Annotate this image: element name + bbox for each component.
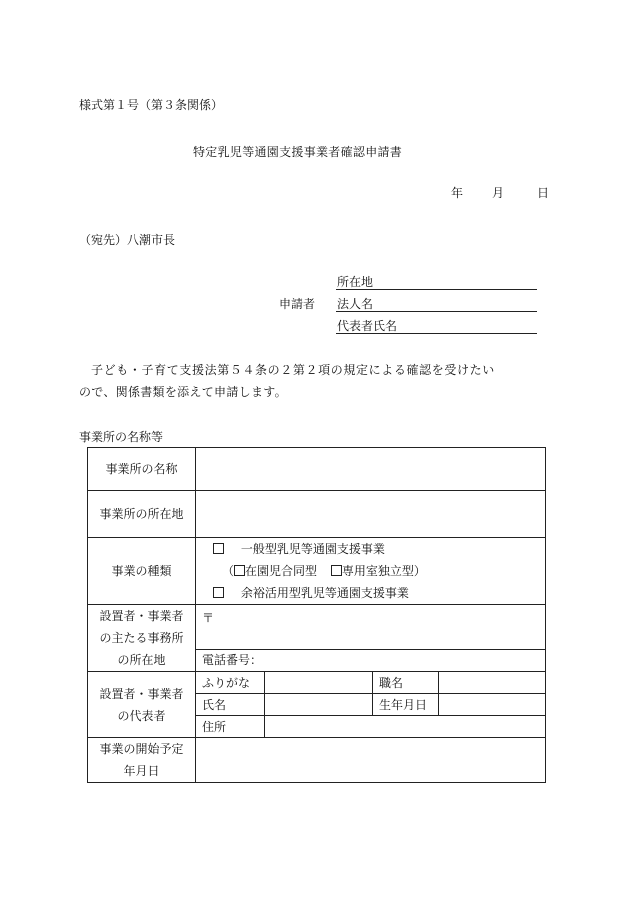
option-joint: 在園児合同型 bbox=[245, 564, 318, 578]
office-label-line3: の所在地 bbox=[117, 653, 166, 667]
office-label-line1: 設置者・事業者 bbox=[99, 609, 184, 623]
addressee: （宛先）八潮市長 bbox=[79, 233, 176, 247]
job-title-label: 職名 bbox=[373, 672, 439, 694]
table-row bbox=[88, 738, 546, 783]
rep-name-label: 代表者氏名 bbox=[337, 319, 398, 333]
checkbox-dedicated[interactable] bbox=[331, 565, 342, 576]
furigana-input[interactable] bbox=[265, 672, 373, 694]
checkbox-joint[interactable] bbox=[234, 565, 245, 576]
birth-date-label: 生年月日 bbox=[373, 694, 439, 716]
checkbox-surplus[interactable] bbox=[213, 587, 224, 598]
table-row bbox=[88, 491, 546, 538]
address-underline[interactable] bbox=[336, 289, 537, 290]
office-address-label bbox=[88, 605, 196, 672]
furigana-label: ふりがな bbox=[196, 672, 265, 694]
section-title: 事業所の名称等 bbox=[79, 430, 164, 444]
facility-address-label: 事業所の所在地 bbox=[88, 491, 196, 538]
facility-table bbox=[87, 447, 546, 783]
start-date-input[interactable] bbox=[196, 738, 546, 783]
residence-input[interactable] bbox=[265, 716, 546, 738]
option-surplus: 余裕活用型乳児等通園支援事業 bbox=[240, 586, 409, 600]
page-title: 特定乳児等通園支援事業者確認申請書 bbox=[193, 145, 403, 159]
facility-name-input[interactable] bbox=[196, 448, 546, 491]
body-text-line2: ので、関係書類を添えて申請します。 bbox=[79, 385, 287, 399]
rep-label-line2: の代表者 bbox=[117, 708, 166, 723]
rep-name-underline[interactable] bbox=[336, 333, 537, 334]
office-postal-cell[interactable] bbox=[196, 605, 546, 650]
corp-name-underline[interactable] bbox=[336, 311, 537, 312]
corp-name-label: 法人名 bbox=[337, 297, 374, 311]
job-title-input[interactable] bbox=[439, 672, 546, 694]
facility-address-input[interactable] bbox=[196, 491, 546, 538]
form-number: 様式第１号（第３条関係） bbox=[79, 98, 224, 112]
postal-mark: 〒 bbox=[202, 611, 215, 625]
body-text-line1: 子ども・子育て支援法第５４条の２第２項の規定による確認を受けたい bbox=[91, 363, 495, 377]
business-type-label: 事業の種類 bbox=[88, 538, 196, 605]
name-input[interactable] bbox=[265, 694, 373, 716]
date-month-label: 月 bbox=[492, 186, 505, 200]
table-row bbox=[88, 448, 546, 491]
start-label-line2: 年月日 bbox=[123, 764, 160, 778]
table-row bbox=[88, 538, 546, 605]
facility-name-label: 事業所の名称 bbox=[88, 448, 196, 491]
address-label: 所在地 bbox=[337, 275, 374, 289]
checkbox-general[interactable] bbox=[213, 543, 224, 554]
name-label: 氏名 bbox=[196, 694, 265, 716]
date-day-label: 日 bbox=[537, 186, 550, 200]
date-year-label: 年 bbox=[451, 186, 464, 200]
option-general: 一般型乳児等通園支援事業 bbox=[240, 542, 385, 556]
business-type-options bbox=[196, 538, 546, 605]
office-label-line2: の主たる事務所 bbox=[99, 631, 184, 645]
table-row bbox=[88, 605, 546, 650]
start-label-line1: 事業の開始予定 bbox=[99, 742, 184, 756]
table-row bbox=[88, 672, 546, 694]
applicant-label: 申請者 bbox=[279, 297, 316, 311]
start-date-label bbox=[88, 738, 196, 783]
rep-label-line1: 設置者・事業者 bbox=[99, 686, 184, 701]
representative-label bbox=[88, 672, 196, 738]
option-dedicated: 専用室独立型） bbox=[341, 564, 426, 578]
birth-date-input[interactable] bbox=[439, 694, 546, 716]
office-phone-cell[interactable] bbox=[196, 649, 546, 671]
residence-label: 住所 bbox=[196, 716, 265, 738]
option-sub-open: （ bbox=[222, 564, 235, 578]
phone-label: 電話番号： bbox=[202, 653, 263, 668]
